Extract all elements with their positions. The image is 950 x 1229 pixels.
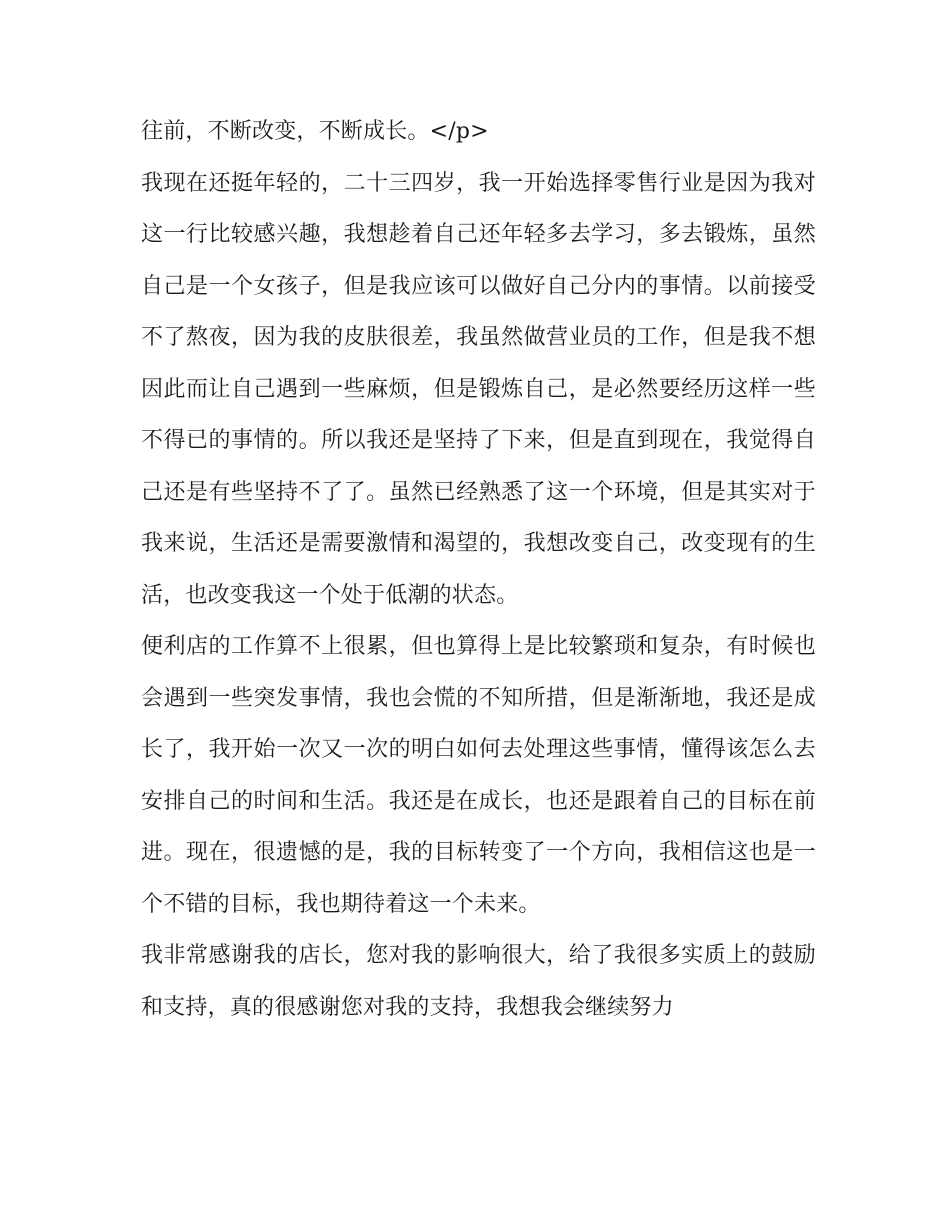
paragraph-2: 我现在还挺年轻的，二十三四岁，我一开始选择零售行业是因为我对这一行比较感兴趣，我想趁着自己还年轻多去学习，多去锻炼，虽然自己是一个女孩子，但是我应该可以做好自己分内的事情。以前接受不了熬夜，因为我的皮肤很差，我虽然做营业员的工作，但是我不想因此而让自己遇到一些麻烦，但是锻炼自己，是必然要经历这样一些不得已的事情的。所以我还是坚持了下来，但是直到现在，我觉得自己还是有些坚持不了了。虽然已经熟悉了这一个环境，但是其实对于我来说，生活还是需要激情和渴望的，我想改变自己，改变现有的生活，也改变我这一个处于低潮的状态。 xyxy=(141,170,816,608)
paragraph-1: 往前，不断改变，不断成长。</p> xyxy=(141,119,489,144)
paragraph-4: 我非常感谢我的店长，您对我的影响很大，给了我很多实质上的鼓励和支持，真的很感谢您对我的支持，我想我会继续努力 xyxy=(141,943,816,1020)
paragraph-3: 便利店的工作算不上很累，但也算得上是比较繁琐和复杂，有时候也会遇到一些突发事情，我也会慌的不知所措，但是渐渐地，我还是成长了，我开始一次又一次的明白如何去处理这些事情，懂得该怎么去安排自己的时间和生活。我还是在成长，也还是跟着自己的目标在前进。现在，很遗憾的是，我的目标转变了一个方向，我相信这也是一个不错的目标，我也期待着这一个未来。 xyxy=(141,634,816,917)
document-body xyxy=(141,106,816,1033)
